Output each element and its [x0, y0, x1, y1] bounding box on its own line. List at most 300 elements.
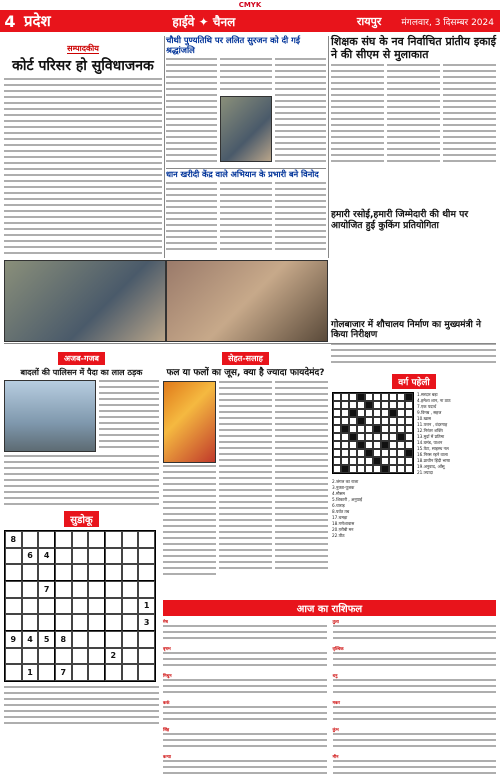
- crossword-cell[interactable]: [389, 465, 397, 473]
- sudoku-cell[interactable]: [22, 564, 39, 581]
- sudoku-cell[interactable]: [72, 564, 89, 581]
- rashi-item: [163, 700, 327, 724]
- crossword-cell[interactable]: [381, 417, 389, 425]
- crossword-cell[interactable]: [373, 409, 381, 417]
- rashi-name: कन्या: [163, 754, 171, 759]
- sudoku-cell[interactable]: [5, 598, 22, 615]
- sudoku-cell[interactable]: [38, 648, 55, 665]
- sudoku-cell[interactable]: 6: [22, 548, 39, 565]
- golbazar-body: [331, 343, 496, 363]
- crossword-cell[interactable]: [357, 465, 365, 473]
- crossword-cell[interactable]: [405, 457, 413, 465]
- sudoku-cell[interactable]: [138, 581, 155, 598]
- sudoku-cell[interactable]: 4: [38, 548, 55, 565]
- crossword-cell[interactable]: [389, 441, 397, 449]
- crossword-cell[interactable]: [341, 393, 349, 401]
- crossword-block: [332, 370, 496, 595]
- lalit-story: [166, 36, 326, 166]
- crossword-cell[interactable]: [373, 441, 381, 449]
- sudoku-cell[interactable]: 3: [138, 614, 155, 631]
- sudoku-cell[interactable]: [22, 614, 39, 631]
- crossword-cell[interactable]: [397, 465, 405, 473]
- across-clue: 15.पेटा, साहस्थ नल: [417, 446, 449, 451]
- sudoku-cell[interactable]: [105, 581, 122, 598]
- crossword-cell[interactable]: [365, 393, 373, 401]
- crossword-cell[interactable]: [365, 441, 373, 449]
- editorial-body: [4, 78, 162, 256]
- sudoku-cell[interactable]: [55, 648, 72, 665]
- crossword-cell[interactable]: [389, 417, 397, 425]
- sudoku-cell[interactable]: [72, 631, 89, 648]
- sudoku-cell[interactable]: [55, 531, 72, 548]
- crossword-cell[interactable]: [405, 401, 413, 409]
- crossword-cell[interactable]: [341, 401, 349, 409]
- rashi-item: [163, 673, 327, 697]
- health-block: [163, 346, 328, 596]
- crossword-cell[interactable]: [333, 393, 341, 401]
- crossword-cell[interactable]: [373, 417, 381, 425]
- section-name: प्रदेश: [24, 12, 51, 30]
- crossword-cell[interactable]: [357, 417, 365, 425]
- sudoku-cell[interactable]: [22, 598, 39, 615]
- rashi-item: [163, 754, 327, 776]
- sudoku-cell[interactable]: [22, 648, 39, 665]
- rashi-item: [333, 754, 497, 776]
- crossword-cell[interactable]: [389, 409, 397, 417]
- column-divider: [164, 36, 165, 258]
- crossword-cell[interactable]: [389, 433, 397, 441]
- sudoku-cell[interactable]: [55, 581, 72, 598]
- teacher-body-col1: [331, 64, 384, 164]
- sudoku-cell[interactable]: 1: [22, 664, 39, 681]
- crossword-cell[interactable]: [389, 393, 397, 401]
- sudoku-cell[interactable]: [122, 548, 139, 565]
- rashi-text: [163, 706, 327, 724]
- crossword-cell[interactable]: [405, 393, 413, 401]
- crossword-cell[interactable]: [357, 449, 365, 457]
- crossword-cell[interactable]: [333, 457, 341, 465]
- sudoku-cell[interactable]: [138, 648, 155, 665]
- sudoku-cell[interactable]: 7: [38, 581, 55, 598]
- down-clue: 5.शिकारी , अनुयाई: [332, 497, 363, 502]
- sudoku-cell[interactable]: [122, 648, 139, 665]
- rashi-item: [333, 727, 497, 751]
- across-clue: 19.अनुवाद, आँसू: [417, 464, 445, 469]
- sudoku-cell[interactable]: [122, 531, 139, 548]
- crossword-cell[interactable]: [357, 425, 365, 433]
- sudoku-cell[interactable]: [105, 548, 122, 565]
- crossword-cell[interactable]: [405, 441, 413, 449]
- issue-date: मंगलवार, 3 दिसम्बर 2024: [401, 17, 494, 28]
- sudoku-cell[interactable]: [122, 581, 139, 598]
- across-clue: 1.सरदार बड़ा: [417, 392, 438, 397]
- sudoku-cell[interactable]: [105, 614, 122, 631]
- ajab-photo: [4, 380, 96, 452]
- sudoku-cell[interactable]: [122, 614, 139, 631]
- teacher-body-col3: [443, 64, 496, 164]
- sudoku-cell[interactable]: [38, 564, 55, 581]
- sudoku-cell[interactable]: [88, 664, 105, 681]
- crossword-cell[interactable]: [397, 417, 405, 425]
- crossword-cell[interactable]: [349, 433, 357, 441]
- sudoku-instructions: [4, 686, 159, 726]
- sudoku-cell[interactable]: [5, 664, 22, 681]
- crossword-cell[interactable]: [365, 409, 373, 417]
- sudoku-cell[interactable]: [105, 631, 122, 648]
- crossword-grid[interactable]: [332, 392, 414, 474]
- sudoku-cell[interactable]: 4: [22, 631, 39, 648]
- sudoku-cell[interactable]: [138, 631, 155, 648]
- sudoku-cell[interactable]: [72, 664, 89, 681]
- crossword-cell[interactable]: [405, 409, 413, 417]
- lalit-body-col1: [166, 58, 217, 162]
- cooking-story: [331, 210, 496, 330]
- crossword-cell[interactable]: [357, 441, 365, 449]
- across-clue: 11.पत्तन , वंदरगाह: [417, 422, 448, 427]
- rashi-text: [333, 760, 497, 776]
- teacher-body-col2: [387, 64, 440, 164]
- sudoku-cell[interactable]: [55, 564, 72, 581]
- crossword-cell[interactable]: [381, 409, 389, 417]
- golbazar-headline: गोलबाजार में शौचालय निर्माण का मुख्यमंत्री ने किया निरीक्षण: [331, 320, 481, 341]
- across-clue: 4.हमेशा शान, ना ठाठ: [417, 398, 451, 403]
- crossword-cell[interactable]: [381, 449, 389, 457]
- crossword-cell[interactable]: [405, 433, 413, 441]
- crossword-cell[interactable]: [341, 449, 349, 457]
- rashi-item: [333, 646, 497, 670]
- crossword-cell[interactable]: [405, 417, 413, 425]
- sudoku-cell[interactable]: [122, 631, 139, 648]
- masthead: [0, 10, 500, 32]
- crossword-cell[interactable]: [373, 465, 381, 473]
- city: रायपुर: [356, 14, 382, 28]
- rashi-text: [333, 625, 497, 643]
- crossword-cell[interactable]: [341, 409, 349, 417]
- crossword-cell[interactable]: [397, 393, 405, 401]
- sudoku-cell[interactable]: [88, 581, 105, 598]
- rashi-text: [163, 679, 327, 697]
- sudoku-cell[interactable]: [5, 581, 22, 598]
- ajab-gajab-headline: बादलों की पालिसन में पैदा का लाल ठड़क: [20, 368, 143, 377]
- sudoku-cell[interactable]: [88, 598, 105, 615]
- crossword-cell[interactable]: [349, 465, 357, 473]
- crossword-title: वर्ग पहेली: [392, 374, 436, 389]
- crossword-cell[interactable]: [381, 425, 389, 433]
- sudoku-title: सुडोकू: [64, 511, 98, 527]
- sudoku-cell[interactable]: [88, 564, 105, 581]
- sudoku-cell[interactable]: [88, 531, 105, 548]
- across-clue: 21.ज्यादा: [417, 470, 433, 475]
- crossword-cell[interactable]: [349, 401, 357, 409]
- sudoku-grid[interactable]: [4, 530, 156, 682]
- rashi-text: [163, 652, 327, 670]
- across-clue: 18.प्राचीन हिंदी भाषा: [417, 458, 451, 463]
- crossword-cell[interactable]: [333, 465, 341, 473]
- crossword-cell[interactable]: [341, 465, 349, 473]
- crossword-cell[interactable]: [405, 449, 413, 457]
- crossword-cell[interactable]: [405, 465, 413, 473]
- crossword-cell[interactable]: [397, 457, 405, 465]
- rashifal-title: आज का राशिफल: [163, 600, 496, 616]
- crossword-cell[interactable]: [389, 449, 397, 457]
- editorial-block: [4, 36, 162, 257]
- rashi-name: कुंभ: [332, 727, 339, 732]
- crossword-cell[interactable]: [341, 433, 349, 441]
- crossword-cell[interactable]: [341, 457, 349, 465]
- cooking-photo: [166, 260, 328, 342]
- editorial-label: सम्पादकीय: [67, 44, 99, 53]
- crossword-cell[interactable]: [357, 433, 365, 441]
- crossword-cell[interactable]: [357, 457, 365, 465]
- rashifal-block: [163, 600, 496, 772]
- across-clue: 12.निरंतर शक्ति: [417, 428, 443, 433]
- teacher-story: [331, 36, 496, 172]
- crossword-cell[interactable]: [397, 441, 405, 449]
- rashi-item: [333, 673, 497, 697]
- health-headline: फल या फलों का जूस, क्या है ज्यादा फायदेमंद?: [166, 368, 325, 378]
- sudoku-cell[interactable]: [72, 581, 89, 598]
- lalit-photo: [220, 96, 271, 162]
- crossword-cell[interactable]: [365, 417, 373, 425]
- rashi-text: [163, 760, 327, 776]
- sudoku-cell[interactable]: [105, 564, 122, 581]
- sudoku-cell[interactable]: [105, 598, 122, 615]
- sudoku-cell[interactable]: [138, 548, 155, 565]
- dhan-body-col1: [166, 182, 217, 254]
- crossword-cell[interactable]: [333, 425, 341, 433]
- down-clue: 3.नुक्ता-पूजक: [332, 485, 355, 490]
- down-clue: 4.मौसम: [332, 491, 345, 496]
- dhan-story: [166, 170, 326, 258]
- crossword-cell[interactable]: [365, 449, 373, 457]
- sudoku-cell[interactable]: 8: [55, 631, 72, 648]
- health-label: सेहत-सलाह: [222, 352, 269, 365]
- sudoku-cell[interactable]: [72, 531, 89, 548]
- sudoku-cell[interactable]: 1: [138, 598, 155, 615]
- crossword-cell[interactable]: [365, 465, 373, 473]
- sudoku-cell[interactable]: [88, 648, 105, 665]
- crossword-cell[interactable]: [373, 433, 381, 441]
- crossword-cell[interactable]: [381, 465, 389, 473]
- crossword-cell[interactable]: [333, 409, 341, 417]
- ajab-gajab-block: [4, 346, 159, 506]
- sudoku-cell[interactable]: [5, 564, 22, 581]
- crossword-cell[interactable]: [381, 441, 389, 449]
- rashi-name: वृश्चिक: [332, 646, 344, 651]
- rashi-text: [333, 679, 497, 697]
- crossword-cell[interactable]: [373, 401, 381, 409]
- crossword-cell[interactable]: [381, 457, 389, 465]
- rashi-text: [163, 733, 327, 751]
- health-body-col3: [275, 381, 328, 573]
- down-clue: 20.ग़रीबी मन: [332, 527, 354, 532]
- sudoku-cell[interactable]: [38, 614, 55, 631]
- crossword-cell[interactable]: [349, 457, 357, 465]
- rashi-text: [163, 625, 327, 643]
- crossword-cell[interactable]: [333, 433, 341, 441]
- crossword-cell[interactable]: [341, 425, 349, 433]
- rashi-name: मेष: [163, 619, 168, 624]
- crossword-cell[interactable]: [333, 441, 341, 449]
- across-clue: 13.मुर्दा में प्रतिमा: [417, 434, 445, 439]
- rashi-name: धनु: [332, 673, 338, 678]
- teacher-headline: शिक्षक संघ के नव निर्वाचित प्रांतीय इकाई ने की सीएम से मुलाकात: [331, 35, 496, 61]
- sudoku-cell[interactable]: [138, 564, 155, 581]
- ajab-body-col2: [4, 455, 159, 505]
- fruit-photo: [163, 381, 216, 463]
- sudoku-cell[interactable]: [5, 648, 22, 665]
- sudoku-cell[interactable]: [122, 598, 139, 615]
- crossword-cell[interactable]: [365, 425, 373, 433]
- rashi-name: सिंह: [163, 727, 170, 732]
- rashi-item: [163, 727, 327, 751]
- crossword-cell[interactable]: [373, 393, 381, 401]
- editorial-title: कोर्ट परिसर हो सुविधाजनक: [12, 58, 154, 74]
- sudoku-cell[interactable]: [22, 581, 39, 598]
- sudoku-cell[interactable]: [138, 531, 155, 548]
- crossword-cell[interactable]: [365, 433, 373, 441]
- crossword-cell[interactable]: [357, 393, 365, 401]
- rashi-name: मीन: [332, 754, 339, 759]
- sudoku-cell[interactable]: [22, 531, 39, 548]
- crossword-cell[interactable]: [389, 425, 397, 433]
- sudoku-cell[interactable]: 8: [5, 531, 22, 548]
- sudoku-cell[interactable]: [55, 548, 72, 565]
- crossword-cell[interactable]: [333, 401, 341, 409]
- crossword-cell[interactable]: [389, 401, 397, 409]
- sudoku-cell[interactable]: [72, 614, 89, 631]
- down-clue: 2.जंगल का राजा: [332, 479, 359, 484]
- crossword-cell[interactable]: [397, 433, 405, 441]
- crossword-cell[interactable]: [349, 409, 357, 417]
- down-clues: [332, 479, 496, 539]
- down-clue: 8.पर्वत तब: [332, 509, 350, 514]
- sudoku-cell[interactable]: [38, 598, 55, 615]
- lalit-headline: चौथी पुण्यतिथि पर ललित सुरजन को दी गई श्रद्धांजलि: [166, 35, 300, 55]
- sudoku-cell[interactable]: [138, 664, 155, 681]
- rashi-name: मिथुन: [163, 673, 172, 678]
- crossword-cell[interactable]: [405, 425, 413, 433]
- lalit-body-col3: [275, 58, 326, 162]
- sudoku-cell[interactable]: [72, 598, 89, 615]
- sudoku-cell[interactable]: 2: [105, 648, 122, 665]
- crossword-cell[interactable]: [389, 457, 397, 465]
- rashi-text: [333, 733, 497, 751]
- crossword-cell[interactable]: [341, 417, 349, 425]
- paper-name: हाईवे ✦ चैनल: [172, 14, 236, 29]
- sudoku-cell[interactable]: 7: [55, 664, 72, 681]
- rashi-text: [333, 652, 497, 670]
- sudoku-cell[interactable]: [5, 614, 22, 631]
- down-clue: 6.चाराड़: [332, 503, 345, 508]
- crossword-cell[interactable]: [381, 401, 389, 409]
- sudoku-cell[interactable]: [5, 548, 22, 565]
- crossword-cell[interactable]: [373, 425, 381, 433]
- ajab-gajab-label: अजब-गजब: [58, 352, 105, 365]
- health-body-col2: [219, 381, 272, 573]
- rashi-name: कर्क: [163, 700, 170, 705]
- crossword-cell[interactable]: [349, 425, 357, 433]
- crossword-cell[interactable]: [341, 441, 349, 449]
- crossword-cell[interactable]: [349, 393, 357, 401]
- crossword-cell[interactable]: [397, 449, 405, 457]
- sudoku-cell[interactable]: [55, 598, 72, 615]
- crossword-cell[interactable]: [397, 409, 405, 417]
- crossword-cell[interactable]: [333, 417, 341, 425]
- rashi-name: तुला: [332, 619, 339, 624]
- column-divider: [328, 36, 329, 258]
- sudoku-cell[interactable]: [72, 548, 89, 565]
- cmyk-mark: CMYK: [238, 1, 262, 9]
- crossword-cell[interactable]: [333, 449, 341, 457]
- crossword-cell[interactable]: [349, 449, 357, 457]
- crossword-cell[interactable]: [373, 457, 381, 465]
- across-clue: 9.विनम्र , सहज: [417, 410, 442, 415]
- sudoku-cell[interactable]: [55, 614, 72, 631]
- rashi-item: [163, 619, 327, 643]
- dhan-body-col3: [275, 182, 326, 254]
- sudoku-cell[interactable]: [38, 664, 55, 681]
- crossword-cell[interactable]: [349, 441, 357, 449]
- rashi-item: [163, 646, 327, 670]
- cooking-headline: हमारी रसोई,हमारी जिम्मेदारी की थीम पर आयोजित हुई कुकिंग प्रतियोगिता: [331, 209, 469, 231]
- crossword-cell[interactable]: [397, 401, 405, 409]
- sudoku-cell[interactable]: [122, 664, 139, 681]
- crossword-cell[interactable]: [373, 449, 381, 457]
- sudoku-cell[interactable]: [88, 548, 105, 565]
- across-clue: 16.निरस रहने वाला: [417, 452, 448, 457]
- rashi-item: [333, 619, 497, 643]
- rashi-name: वृषभ: [163, 646, 171, 651]
- teacher-photo: [4, 260, 166, 342]
- rashi-text: [333, 706, 497, 724]
- sudoku-cell[interactable]: [105, 531, 122, 548]
- sudoku-cell[interactable]: [88, 614, 105, 631]
- crossword-cell[interactable]: [357, 401, 365, 409]
- sudoku-cell[interactable]: 9: [5, 631, 22, 648]
- crossword-cell[interactable]: [365, 457, 373, 465]
- sudoku-cell[interactable]: [105, 664, 122, 681]
- sudoku-cell[interactable]: [122, 564, 139, 581]
- sudoku-cell[interactable]: [72, 648, 89, 665]
- crossword-cell[interactable]: [381, 433, 389, 441]
- page-number: 4: [4, 11, 16, 31]
- crossword-cell[interactable]: [397, 425, 405, 433]
- crossword-cell[interactable]: [381, 393, 389, 401]
- sudoku-block: [4, 508, 159, 773]
- sudoku-cell[interactable]: [88, 631, 105, 648]
- across-clues: [417, 392, 496, 476]
- down-clue: 17.चमड़ा: [332, 515, 348, 520]
- crossword-cell[interactable]: [357, 409, 365, 417]
- ajab-body-col1: [99, 380, 159, 450]
- crossword-cell[interactable]: [365, 401, 373, 409]
- down-clue: 18.गणेशावास: [332, 521, 355, 526]
- crossword-cell[interactable]: [349, 417, 357, 425]
- down-clue: 22.पीठ: [332, 533, 345, 538]
- across-clue: 7.एक पदार्थ: [417, 404, 437, 409]
- dhan-headline: धान खरीदी केंद्र वाले अभियान के प्रभारी बने विनोद: [166, 169, 319, 179]
- dhan-body-col2: [220, 182, 271, 254]
- sudoku-cell[interactable]: [38, 531, 55, 548]
- health-body-col1: [163, 465, 216, 575]
- sudoku-cell[interactable]: 5: [38, 631, 55, 648]
- lalit-body-col2: [220, 58, 271, 94]
- rashifal-list: [163, 619, 496, 776]
- rule: [4, 343, 496, 344]
- across-clue: 14.घमंड, पाशन: [417, 440, 443, 445]
- across-clue: 10.खास: [417, 416, 432, 421]
